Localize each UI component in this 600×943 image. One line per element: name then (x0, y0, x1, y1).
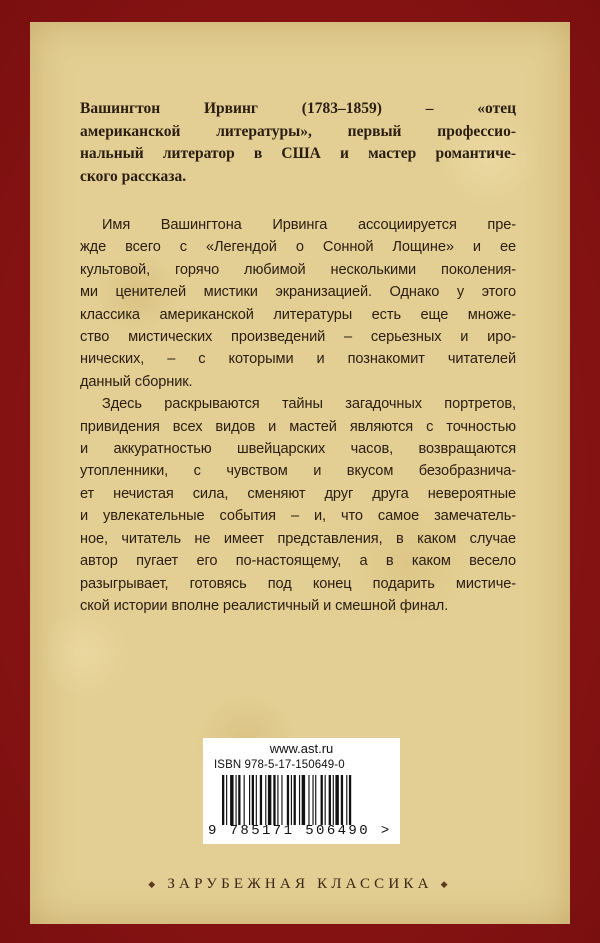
series-label: ЗАРУБЕЖНАЯ КЛАССИКА (167, 876, 433, 892)
text-line: разыгрывает, готовясь под конец подарить мистиче- (80, 575, 516, 592)
lead-line: Вашингтон Ирвинг (1783–1859) – «отец (80, 100, 516, 117)
text-line: ет нечистая сила, сменяют друг друга невероятные (80, 485, 516, 502)
text-line: ство мистических произведений – серьезных и иро- (80, 329, 516, 346)
isbn-number: ISBN 978-5-17-150649-0 (214, 759, 345, 771)
text-line: культовой, горячо любимой несколькими поколения- (80, 261, 516, 278)
text-line: жде всего с «Легендой о Сонной Лощине» и ее (80, 239, 516, 256)
series-title (0, 876, 600, 893)
text-line: привидения всех видов и мастей являются с точностью (80, 418, 516, 435)
publisher-website: www.ast.ru (269, 741, 334, 756)
text-line: ми ценителей мистики экранизацией. Однако у этого (80, 284, 516, 301)
paragraph-1 (80, 214, 516, 393)
lead-line: американской литературы», первый профессио- (80, 122, 516, 140)
text-line: и аккуратностью швейцарских часов, возвращаются (80, 441, 516, 458)
lead-line: нальный литератор в США и мастер романтиче- (80, 145, 516, 162)
text-line: утопленники, с чувством и вкусом безобразничa- (80, 463, 516, 480)
author-lead-paragraph (80, 98, 516, 188)
isbn-barcode-label (203, 738, 400, 844)
text-line: и увлекательные события – и, что самое замечатель- (80, 508, 516, 525)
text-line: ской истории вполне реалистичный и смешной финал. (80, 597, 449, 614)
barcode-icon (222, 775, 392, 825)
lead-line: ского рассказа. (80, 167, 187, 185)
ornament-icon: ◆ (440, 879, 452, 890)
ornament-icon: ◆ (148, 879, 160, 890)
paragraph-2 (80, 393, 516, 617)
text-line: классика американской литературы есть еще множе- (80, 306, 516, 323)
text-line: данный сборник. (80, 373, 193, 390)
text-line: нических, – с которыми и познакомит читателей (80, 351, 516, 368)
ean-digits: 9 785171 506490 > (208, 823, 392, 839)
description-text (80, 214, 516, 617)
text-line: автор пугает его по-настоящему, а в каком весело (80, 553, 516, 570)
text-line: ное, читатель не имеет представления, в каком случае (80, 530, 516, 547)
text-line: Здесь раскрываются тайны загадочных портретов, (102, 396, 516, 413)
text-line: Имя Вашингтона Ирвинга ассоциируется пре- (102, 217, 516, 233)
